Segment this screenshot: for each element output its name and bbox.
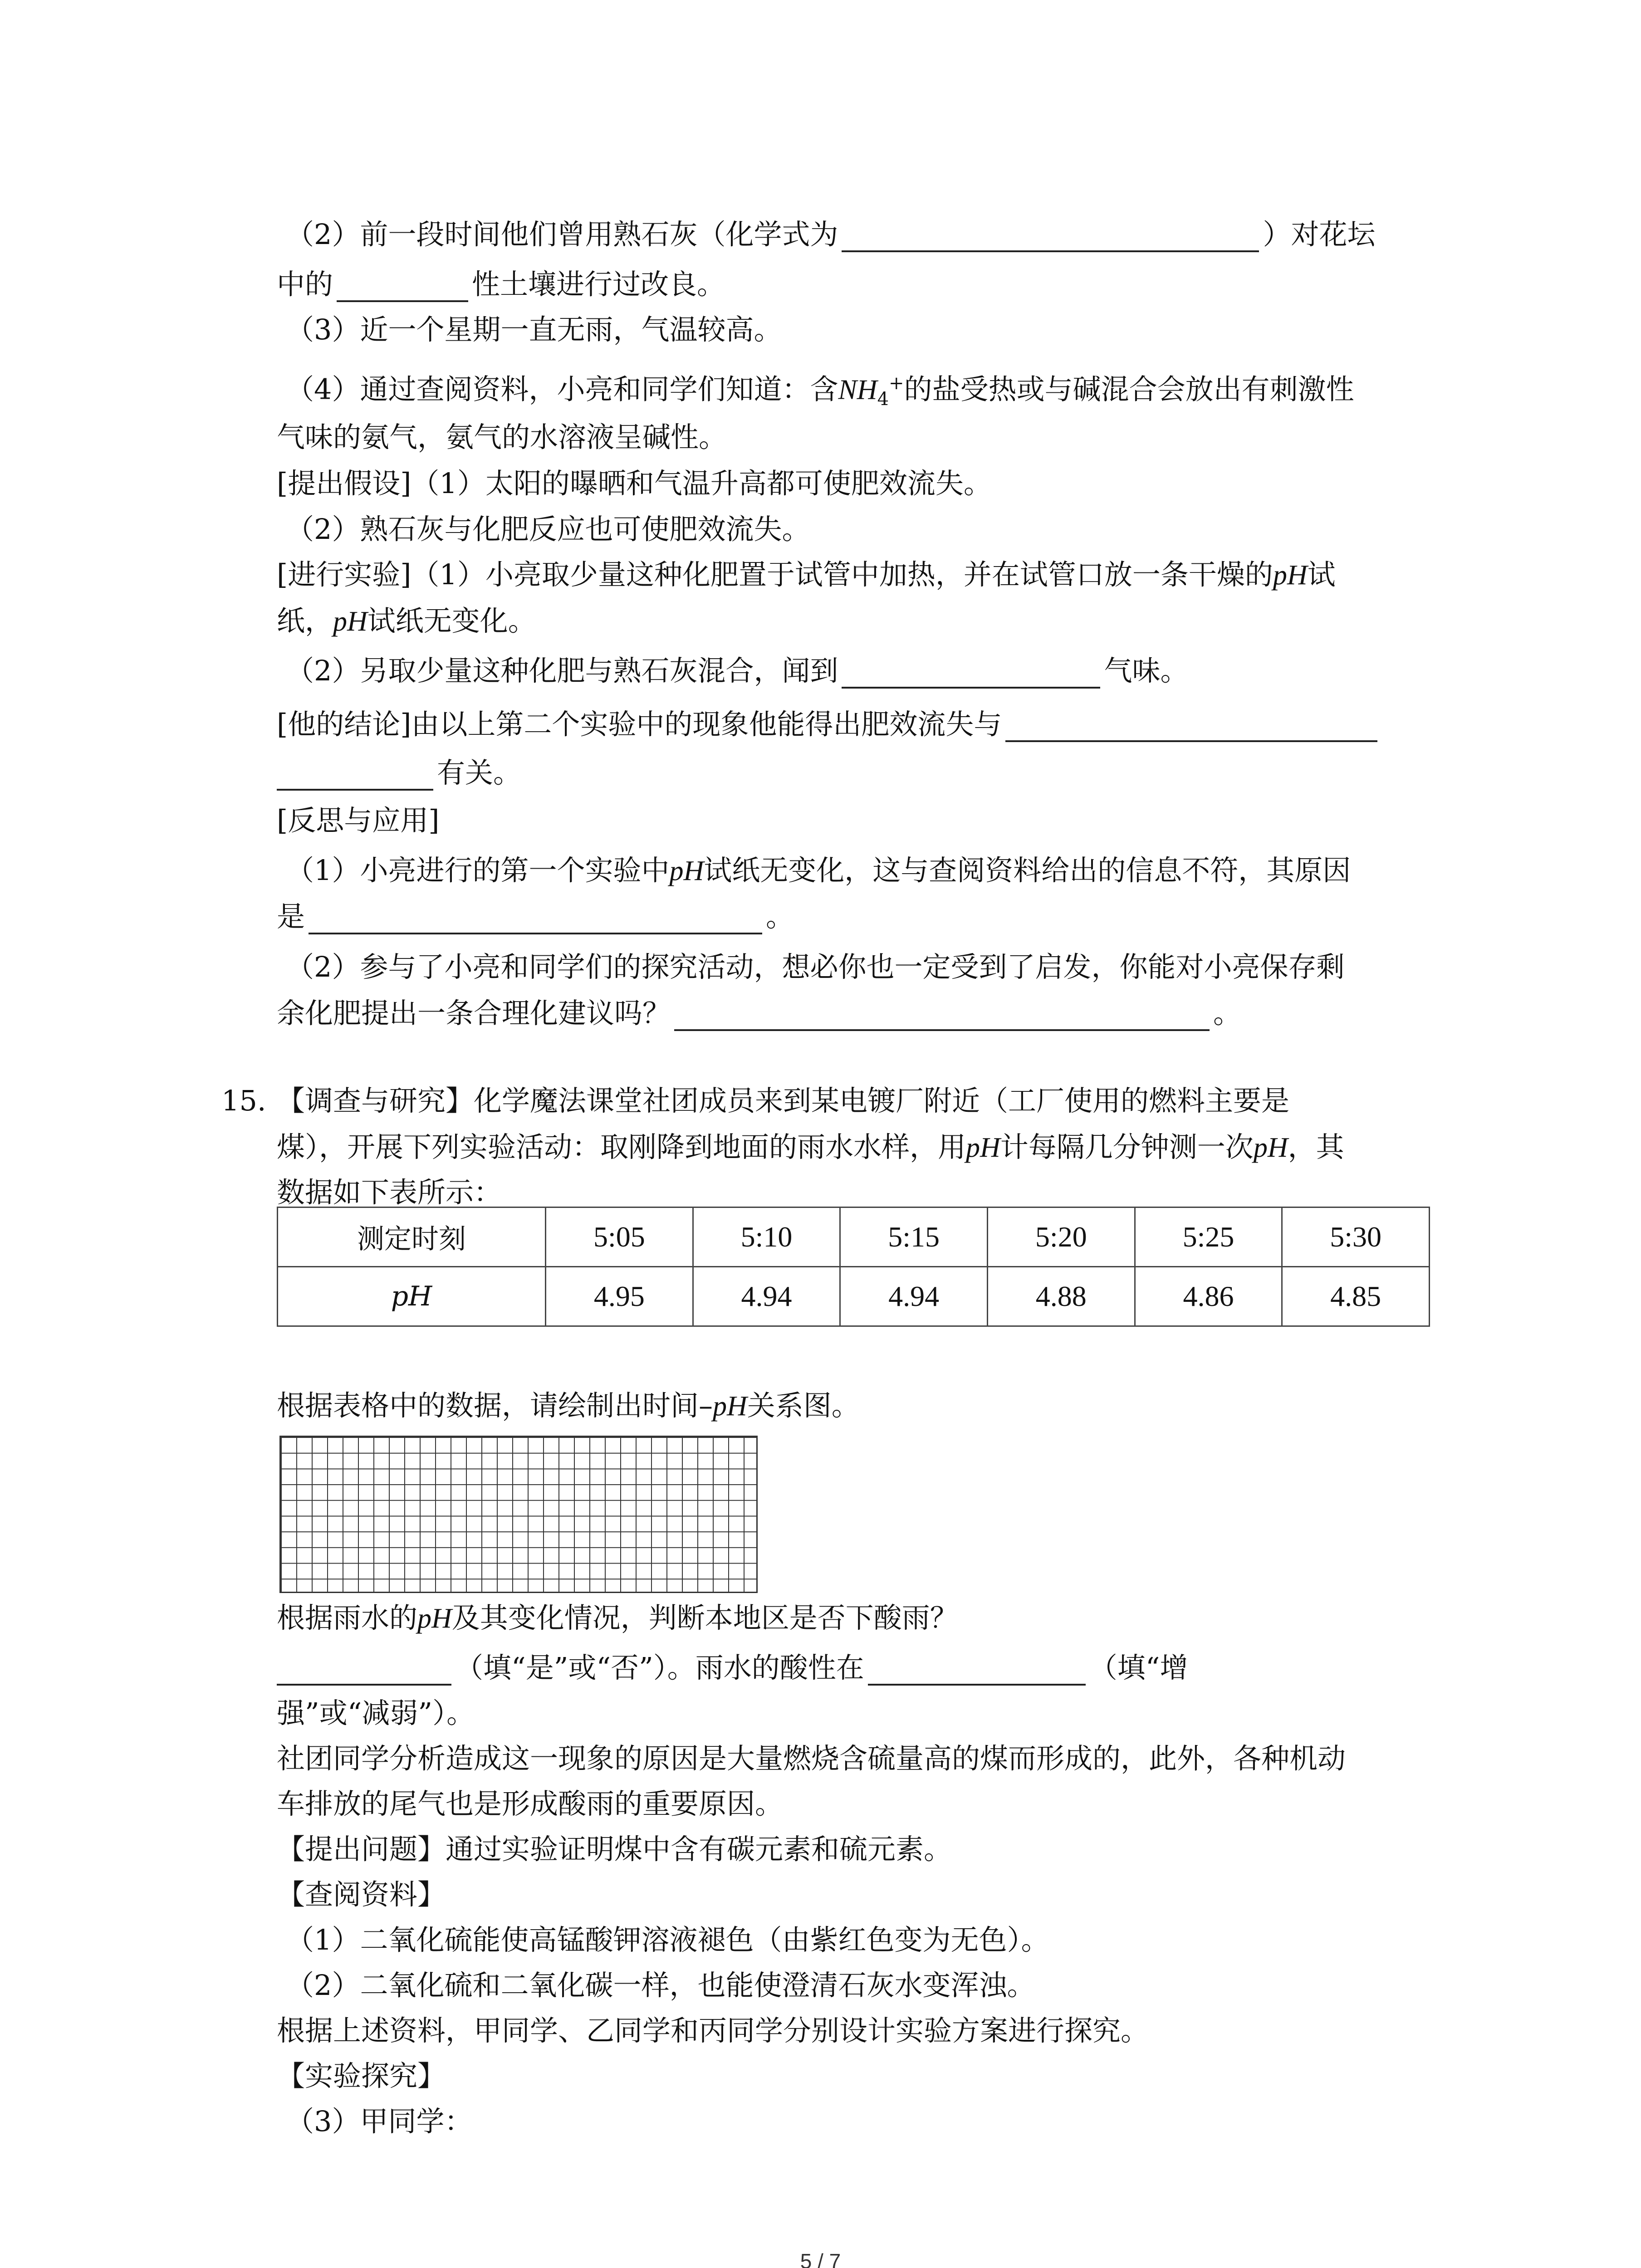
table-cell: 4.94	[693, 1267, 840, 1326]
text: 性土壤进行过改良。	[472, 268, 725, 301]
page-number: 5 / 7	[800, 2249, 841, 2268]
line-2	[277, 267, 725, 302]
judge-line	[277, 1600, 958, 1636]
answer-blank[interactable]	[868, 1654, 1086, 1686]
q15-line-1: 【调查与研究】化学魔法课堂社团成员来到某电镀厂附近（工厂使用的燃料主要是	[277, 1084, 1290, 1117]
line-11	[277, 707, 1381, 742]
text: （1）小亮进行的第一个实验中	[286, 854, 670, 887]
text: （4）通过查阅资料，小亮和同学们知道：含	[286, 372, 838, 406]
text: 余化肥提出一条合理化建议吗？	[277, 997, 671, 1030]
fill-line	[277, 1650, 1188, 1686]
text: [他的结论]由以上第二个实验中的现象他能得出肥效流失与	[277, 708, 1002, 741]
table-header-cell: pH	[278, 1267, 546, 1326]
table-cell: 4.94	[840, 1267, 988, 1326]
table-cell: 4.85	[1282, 1267, 1430, 1326]
consult-item-2: （2）二氧化硫和二氧化碳一样，也能使澄清石灰水变浑浊。	[286, 1969, 1035, 2002]
table-cell: 4.86	[1135, 1267, 1282, 1326]
draw-instruction	[277, 1388, 860, 1423]
text: 气味。	[1104, 654, 1189, 687]
analysis-line-1: 社团同学分析造成这一现象的原因是大量燃烧含硫量高的煤而形成的，此外，各种机动	[277, 1742, 1346, 1775]
table-cell: 5:15	[840, 1207, 988, 1267]
analysis-line-2: 车排放的尾气也是形成酸雨的重要原因。	[277, 1787, 784, 1820]
answer-blank[interactable]	[337, 270, 468, 302]
chem-formula: pH	[1253, 1132, 1288, 1163]
line-6: [提出假设]（1）太阳的曝晒和气温升高都可使肥效流失。	[277, 467, 992, 500]
consult-item-1: （1）二氧化硫能使高锰酸钾溶液褪色（由紫红色变为无色）。	[286, 1923, 1049, 1956]
line-12	[277, 755, 521, 791]
line-5: 气味的氨气，氨气的水溶液呈碱性。	[277, 420, 727, 454]
line-17	[277, 996, 1241, 1031]
text: 有关。	[437, 756, 522, 789]
q15-line-3: 数据如下表所示：	[277, 1176, 502, 1209]
line-9	[277, 603, 536, 639]
raise-question: 【提出问题】通过实验证明煤中含有碳元素和硫元素。	[277, 1833, 952, 1866]
text: ）对花坛	[1263, 218, 1376, 251]
table-cell: 5:05	[546, 1207, 693, 1267]
line-8	[277, 557, 1336, 592]
answer-blank[interactable]	[674, 999, 1210, 1031]
text: 纸，	[277, 604, 333, 637]
line-14	[286, 853, 1351, 888]
answer-blank[interactable]	[277, 759, 433, 791]
answer-blank[interactable]	[309, 903, 762, 934]
consult-heading: 【查阅资料】	[277, 1878, 446, 1911]
superscript: +	[889, 373, 904, 394]
table-cell: 4.95	[546, 1267, 693, 1326]
line-3: （3）近一个星期一直无雨，气温较高。	[286, 313, 782, 346]
chem-formula: pH	[713, 1391, 747, 1422]
ph-data-table	[277, 1207, 1430, 1327]
line-13: [反思与应用]	[277, 804, 440, 837]
line-15	[277, 899, 794, 934]
text: 试纸无变化。	[367, 604, 536, 637]
text: （填“增	[1089, 1651, 1188, 1684]
answer-blank[interactable]	[842, 220, 1259, 252]
text: 。	[1213, 997, 1242, 1030]
design-line: 根据上述资料，甲同学、乙同学和丙同学分别设计实验方案进行探究。	[277, 2014, 1149, 2047]
text: 是	[277, 900, 305, 933]
chem-formula: pH	[669, 855, 704, 886]
table-cell: 5:30	[1282, 1207, 1430, 1267]
table-row	[278, 1207, 1430, 1267]
line-10	[286, 653, 1188, 689]
answer-blank[interactable]	[277, 1654, 451, 1686]
chem-formula: NH	[838, 374, 877, 406]
line-16: （2）参与了小亮和同学们的探究活动，想必你也一定受到了启发，你能对小亮保存剩	[286, 950, 1345, 983]
line-1	[286, 217, 1375, 252]
chem-formula: pH	[966, 1132, 1000, 1163]
text: 煤），开展下列实验活动：取刚降到地面的雨水水样，用	[277, 1130, 966, 1163]
fill-line-2: 强”或“减弱”）。	[277, 1696, 475, 1730]
table-header-cell: 测定时刻	[278, 1207, 546, 1267]
text: [进行实验]（1）小亮取少量这种化肥置于试管中加热，并在试管口放一条干燥的	[277, 558, 1273, 591]
line-4	[286, 366, 1354, 410]
text: 关系图。	[747, 1389, 860, 1422]
text: 计每隔几分钟测一次	[1000, 1130, 1254, 1163]
text: 的盐受热或与碱混合会放出有刺激性	[904, 372, 1354, 406]
text: 试纸无变化，这与查阅资料给出的信息不符，其原因	[704, 854, 1351, 887]
question-number: 15.	[221, 1084, 266, 1117]
student-a-line: （3）甲同学：	[286, 2105, 473, 2138]
chem-formula: pH	[1273, 560, 1308, 591]
explore-heading: 【实验探究】	[277, 2059, 446, 2092]
q15-line-2	[277, 1129, 1344, 1165]
text: 。	[766, 900, 794, 933]
table-cell: 4.88	[987, 1267, 1135, 1326]
text: 根据表格中的数据，请绘制出时间–	[277, 1389, 713, 1422]
graph-grid[interactable]	[279, 1436, 758, 1593]
text: （填“是”或“否”）。雨水的酸性在	[455, 1651, 864, 1684]
table-cell: 5:10	[693, 1207, 840, 1267]
text: （2）另取少量这种化肥与熟石灰混合，闻到	[286, 654, 838, 687]
answer-blank[interactable]	[1005, 710, 1377, 742]
answer-blank[interactable]	[842, 657, 1100, 689]
table-cell: 5:25	[1135, 1207, 1282, 1267]
table-cell: 5:20	[987, 1207, 1135, 1267]
chem-formula: pH	[417, 1603, 452, 1634]
line-7: （2）熟石灰与化肥反应也可使肥效流失。	[286, 513, 810, 546]
text: 试	[1307, 558, 1336, 591]
subscript: 4	[877, 389, 889, 410]
text: 根据雨水的	[277, 1601, 418, 1634]
table-row	[278, 1267, 1430, 1326]
text: 中的	[277, 268, 333, 301]
text: 及其变化情况，判断本地区是否下酸雨？	[451, 1601, 958, 1634]
text: ，其	[1288, 1130, 1344, 1163]
chem-formula: pH	[333, 606, 367, 637]
text: （2）前一段时间他们曾用熟石灰（化学式为	[286, 218, 838, 251]
